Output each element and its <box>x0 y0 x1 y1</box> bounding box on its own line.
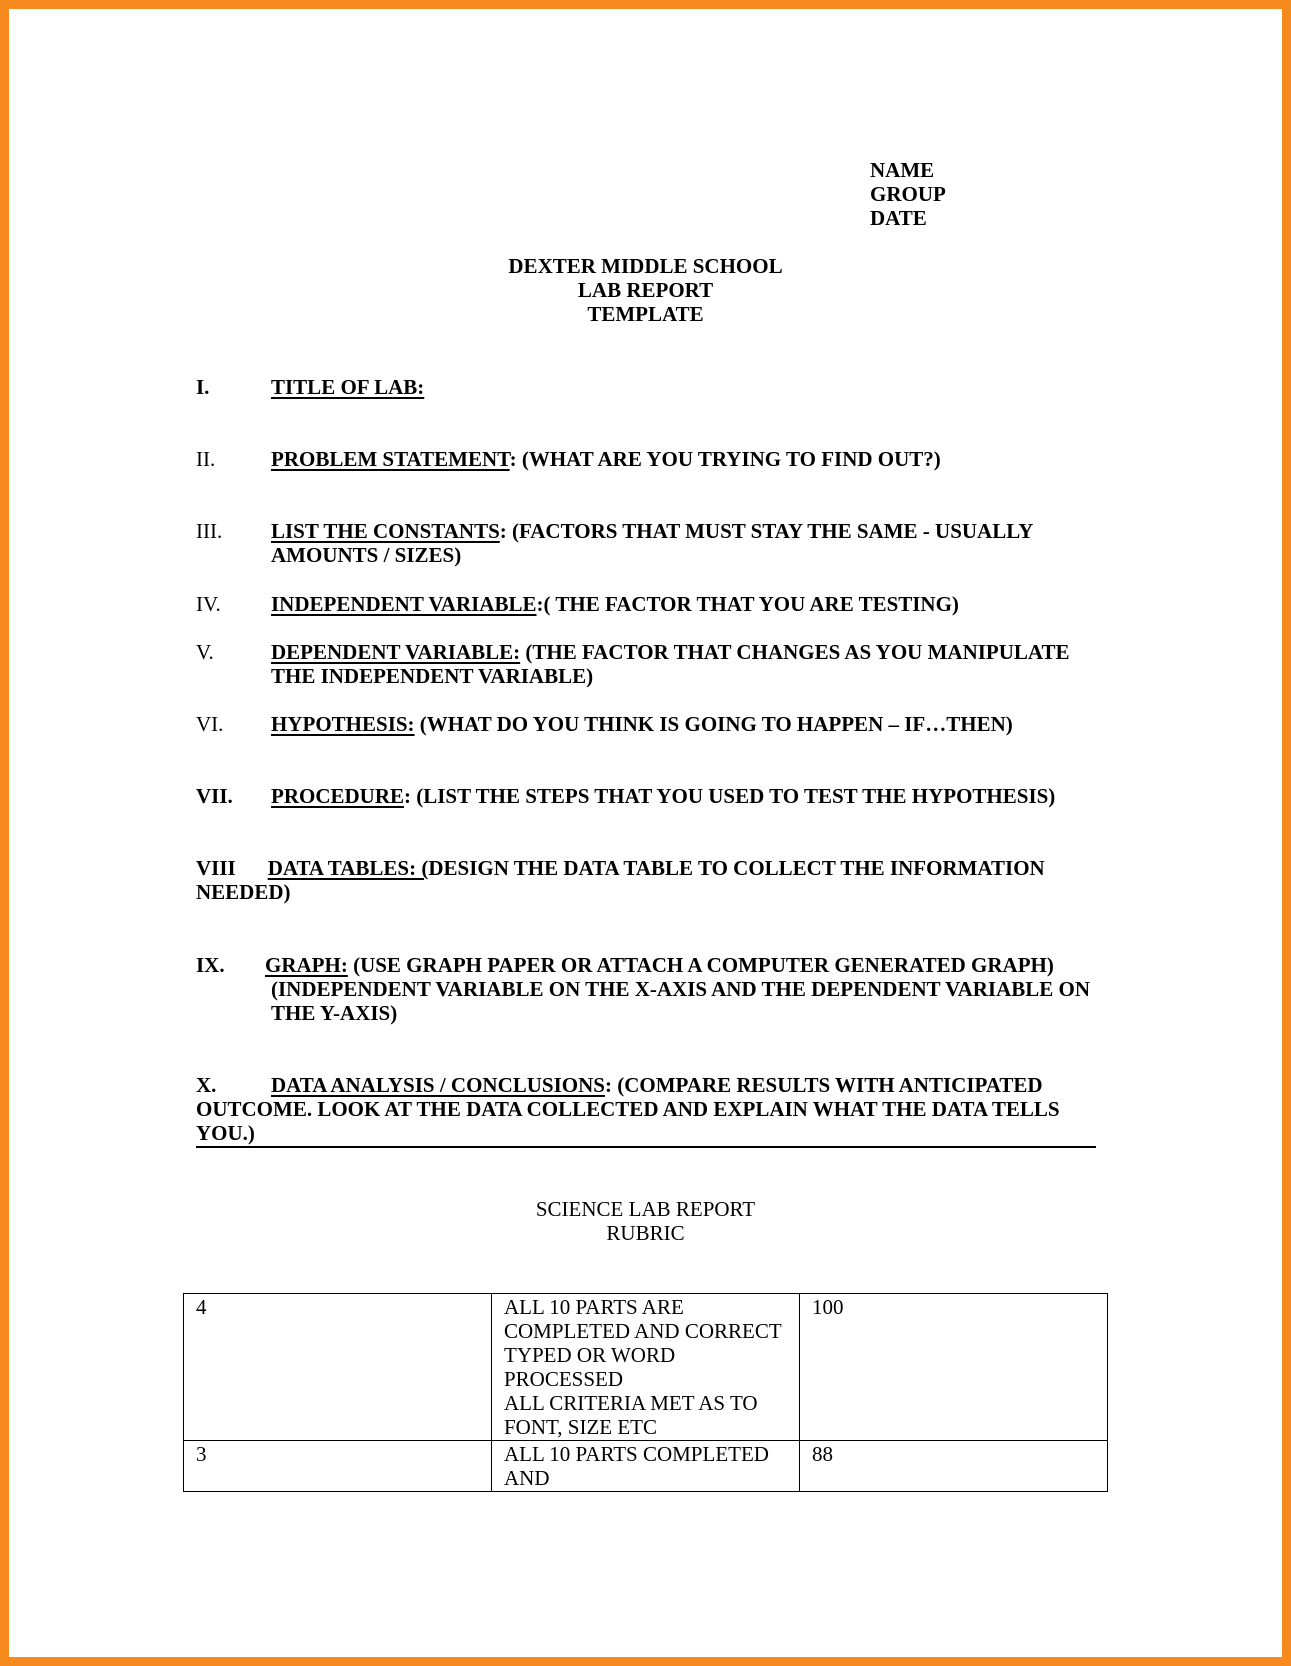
section-description: (WHAT DO YOU THINK IS GOING TO HAPPEN – IF…THEN) <box>414 712 1013 736</box>
group-label: GROUP <box>870 182 946 206</box>
section-data-tables <box>196 856 1096 904</box>
table-row <box>184 1294 1108 1441</box>
section-description: (THE FACTOR THAT CHANGES AS YOU MANIPULATE <box>520 640 1070 664</box>
description-cell <box>492 1294 800 1441</box>
description-line: AND <box>504 1466 550 1490</box>
score-cell: 3 <box>184 1441 492 1492</box>
section-description-line-3: THE Y-AXIS) <box>271 1001 398 1025</box>
section-number: V. <box>196 640 214 664</box>
section-heading: LIST THE CONSTANTS <box>271 519 500 543</box>
section-description: DESIGN THE DATA TABLE TO COLLECT THE INFORMATION <box>428 856 1045 880</box>
name-label: NAME <box>870 158 935 182</box>
rubric-title <box>0 1197 1291 1245</box>
section-description: : (LIST THE STEPS THAT YOU USED TO TEST THE HYPOTHESIS) <box>404 784 1056 808</box>
section-number: III. <box>196 519 223 543</box>
section-number: IX. <box>196 953 225 977</box>
section-description-line-3: YOU.) <box>196 1121 255 1145</box>
section-heading: GRAPH: <box>265 953 348 977</box>
description-line: ALL CRITERIA MET AS TO <box>504 1391 758 1415</box>
description-line: FONT, SIZE ETC <box>504 1415 658 1439</box>
points-cell: 100 <box>800 1294 1108 1441</box>
section-number: VI. <box>196 712 224 736</box>
section-description: : (COMPARE RESULTS WITH ANTICIPATED <box>604 1073 1043 1097</box>
section-data-analysis <box>196 1073 1096 1145</box>
title-line-2: LAB REPORT <box>577 278 714 302</box>
description-line: COMPLETED AND CORRECT <box>504 1319 782 1343</box>
description-line: TYPED OR WORD <box>504 1343 676 1367</box>
student-info-header <box>870 158 946 230</box>
section-heading: DEPENDENT VARIABLE: <box>271 640 521 664</box>
score-cell: 4 <box>184 1294 492 1441</box>
section-heading: PROCEDURE <box>271 784 405 808</box>
document-title <box>0 254 1291 326</box>
description-line: ALL 10 PARTS COMPLETED <box>504 1442 769 1466</box>
description-cell <box>492 1441 800 1492</box>
points-cell: 88 <box>800 1441 1108 1492</box>
section-number: IV. <box>196 592 221 616</box>
rubric-table <box>183 1293 1108 1492</box>
section-description-line-2: NEEDED) <box>196 880 291 904</box>
section-heading: PROBLEM STATEMENT <box>271 447 510 471</box>
section-number: VIII <box>196 856 236 880</box>
section-description-line-2: (INDEPENDENT VARIABLE ON THE X-AXIS AND THE DEPENDENT VARIABLE ON <box>271 977 1091 1001</box>
rubric-title-line-2: RUBRIC <box>606 1221 685 1245</box>
section-number: VII. <box>196 784 233 808</box>
section-number: X. <box>196 1073 217 1097</box>
table-row <box>184 1441 1108 1492</box>
section-description-line-2: OUTCOME. LOOK AT THE DATA COLLECTED AND EXPLAIN WHAT THE DATA TELLS <box>196 1097 1060 1121</box>
section-description: : (WHAT ARE YOU TRYING TO FIND OUT?) <box>509 447 941 471</box>
section-heading: HYPOTHESIS: <box>271 712 415 736</box>
section-heading: TITLE OF LAB: <box>271 375 425 399</box>
section-description-line-2: THE INDEPENDENT VARIABLE) <box>271 664 594 688</box>
description-line: ALL 10 PARTS ARE <box>504 1295 684 1319</box>
section-heading: DATA TABLES: ( <box>267 856 429 880</box>
section-heading: DATA ANALYSIS / CONCLUSIONS <box>271 1073 605 1097</box>
section-number: II. <box>196 447 216 471</box>
title-line-3: TEMPLATE <box>587 302 704 326</box>
section-number: I. <box>196 375 210 399</box>
section-description-line-2: AMOUNTS / SIZES) <box>271 543 462 567</box>
rubric-title-line-1: SCIENCE LAB REPORT <box>535 1197 756 1221</box>
divider-line <box>196 1146 1096 1148</box>
description-line: PROCESSED <box>504 1367 624 1391</box>
section-heading: INDEPENDENT VARIABLE <box>271 592 537 616</box>
section-description: (USE GRAPH PAPER OR ATTACH A COMPUTER GENERATED GRAPH) <box>347 953 1054 977</box>
school-name: DEXTER MIDDLE SCHOOL <box>508 254 783 278</box>
section-description: : (FACTORS THAT MUST STAY THE SAME - USUALLY <box>499 519 1034 543</box>
section-description: :( THE FACTOR THAT YOU ARE TESTING) <box>536 592 959 616</box>
date-label: DATE <box>870 206 927 230</box>
